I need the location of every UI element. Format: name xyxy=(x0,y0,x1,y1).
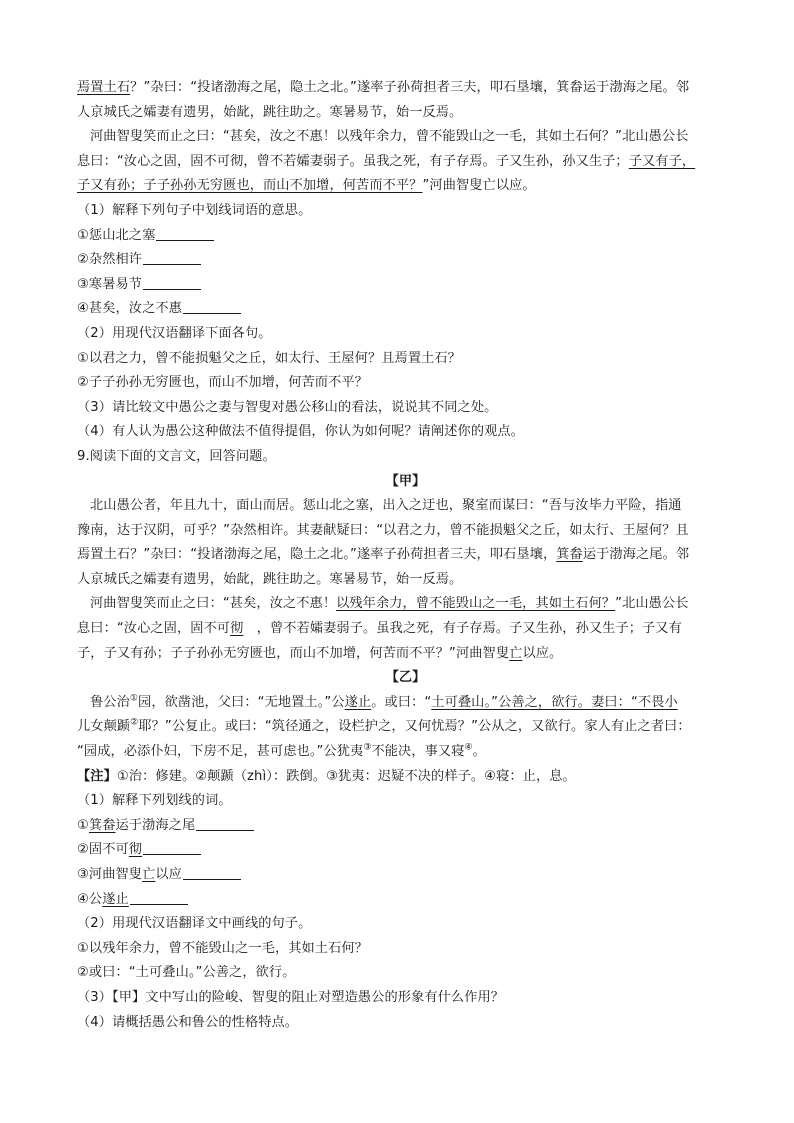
answer-blank[interactable] xyxy=(183,865,241,880)
translate-item: ①以君之力，曾不能损魁父之丘，如太行、王屋何？且焉置土石？ xyxy=(77,350,461,366)
underlined-word: 彻 xyxy=(128,842,143,858)
passage-line xyxy=(77,740,734,765)
question-1: （1）解释下列句子中划线词语的意思。 xyxy=(77,202,312,218)
item-text: ④公 xyxy=(77,891,103,907)
underlined-word: 亡 xyxy=(509,645,523,661)
item-text: ②杂然相许 xyxy=(77,252,143,268)
item-text: ④甚矣，汝之不惠 xyxy=(77,301,182,317)
answer-blank[interactable] xyxy=(196,816,254,831)
note-label: 【注】 xyxy=(77,768,117,784)
underlined-phrase: ”公善之，欲行。妻曰：“不畏小 xyxy=(491,694,678,710)
text: 运于渤海之尾。邻 xyxy=(582,547,690,563)
underlined-word: 亡 xyxy=(142,867,156,882)
question-2: （2）用现代汉语翻译文中画线的句子。 xyxy=(77,916,312,932)
text: 鲁公治 xyxy=(90,694,130,710)
underlined-word: 遂止 xyxy=(102,891,129,907)
note-text: ①治：修建。②颠踬（zhì）：跌倒。③犹夷：迟疑不决的样子。④寝：止，息。 xyxy=(116,768,576,784)
text: ”北山愚公长 xyxy=(615,596,689,612)
passage-line: 北山愚公者，年且九十，面山而居。惩山北之塞，出入之迂也，聚室而谋曰：“吾与汝毕力平险，指通 xyxy=(90,498,682,514)
passage-line: 人京城氏之孀妻有遗男，始龀，跳往助之。寒暑易节，始一反焉。 xyxy=(77,571,463,587)
answer-item xyxy=(77,297,734,322)
passage-line: 河曲智叟笑而止之曰：“甚矣，汝之不惠！以残年余力，曾不能毁山之一毛，其如土石何？”北山愚公长 xyxy=(90,129,689,145)
text: 息曰：“汝心之固，固不可 xyxy=(77,621,231,637)
text: 。或曰：“ xyxy=(371,694,432,710)
passage-line xyxy=(77,642,734,667)
item-text: 运于渤海之尾 xyxy=(115,817,196,833)
item-text: ③寒暑易节 xyxy=(77,276,143,292)
underlined-phrase: 土可叠山。 xyxy=(431,694,492,710)
text: 耶？”公复止。或曰：“筑径通之，设栏护之，又何忧焉？”公从之，又欲行。家人有止之者曰： xyxy=(138,719,691,735)
text: 焉置土石？”杂曰：“投诸渤海之尾，隐土之北。”遂率子孙荷担者三夫，叩石垦壤， xyxy=(77,547,557,563)
footnote-mark: ② xyxy=(130,718,139,729)
item-text: 以应 xyxy=(155,867,182,882)
question-1: （1）解释下列划线的词。 xyxy=(77,793,232,809)
text: ”河曲智叟亡以应。 xyxy=(422,178,536,194)
underlined-phrase: 焉置土石 xyxy=(77,80,131,95)
answer-blank[interactable] xyxy=(143,250,201,265)
text: 。 xyxy=(472,744,486,760)
answer-blank[interactable] xyxy=(183,299,241,314)
answer-item xyxy=(77,838,734,863)
section-heading: 9.阅读下面的文言文，回答问题。 xyxy=(77,448,276,464)
passage-line xyxy=(77,76,734,101)
translate-item: ②或曰：“土可叠山。”公善之，欲行。 xyxy=(77,965,296,981)
text: ，曾不若孀妻弱子。虽我之死，有子存焉。子又生孙，孙又生子；子又有 xyxy=(243,621,682,637)
underlined-word: 遂止 xyxy=(344,694,372,710)
text: 子，子又有孙；子子孙孙无穷匮也，而山不加增，何苦而不平？”河曲智叟 xyxy=(77,645,510,661)
item-text: ②固不可 xyxy=(77,842,129,858)
annotation-note xyxy=(77,765,734,790)
question-4: （4）请概括愚公和鲁公的性格特点。 xyxy=(77,1014,299,1030)
text: 以应。 xyxy=(522,645,563,661)
passage-line xyxy=(77,715,734,740)
answer-blank[interactable] xyxy=(143,275,201,290)
item-text: ①惩山北之塞 xyxy=(77,227,156,243)
item-text: ① xyxy=(77,817,89,833)
passage-line xyxy=(77,617,734,642)
answer-item xyxy=(77,888,734,913)
underlined-phrase: 子又有孙；子子孙孙无穷匮也，而山不加增，何苦而不平？ xyxy=(77,178,423,194)
passage-line: 豫南，达于汉阴，可乎？”杂然相许。其妻献疑曰：“以君之力，曾不能损魁父之丘，如太行、王屋何？且 xyxy=(77,522,689,538)
answer-blank[interactable] xyxy=(143,840,201,855)
answer-item xyxy=(77,248,734,273)
answer-blank[interactable] xyxy=(130,890,188,905)
text: 河曲智叟笑而止之曰：“甚矣，汝之不惠！ xyxy=(90,596,337,612)
passage-line xyxy=(77,150,734,175)
footnote-mark: ④ xyxy=(464,742,473,753)
translate-item: ②子子孙孙无穷匮也，而山不加增，何苦而不平？ xyxy=(77,375,368,391)
answer-blank[interactable] xyxy=(156,226,214,241)
underlined-word: 箕畚 xyxy=(88,817,116,833)
question-2: （2）用现代汉语翻译下面各句。 xyxy=(77,325,272,341)
text: 儿女颠踬 xyxy=(77,719,131,735)
passage-line: 人京城氏之孀妻有遗男，始龀，跳往助之。寒暑易节，始一反焉。 xyxy=(77,104,463,120)
question-3: （3）【甲】文中写山的险峻、智叟的阻止对塑造愚公的形象有什么作用？ xyxy=(77,989,505,1005)
answer-item xyxy=(77,273,734,298)
text: 不能决，事又寝 xyxy=(371,744,465,760)
answer-item xyxy=(77,814,734,839)
passage-jia-title: 【甲】 xyxy=(385,473,426,489)
passage-line xyxy=(77,543,734,568)
passage-line xyxy=(77,592,734,617)
underlined-phrase: 以残年余力，曾不能毁山之一毛，其如土石何？ xyxy=(336,596,616,612)
footnote-mark: ① xyxy=(129,693,139,704)
underlined-word: 箕畚 xyxy=(556,547,583,563)
passage-yi-title: 【乙】 xyxy=(385,670,426,686)
passage-line xyxy=(77,691,734,716)
text: “园成，必添仆妇，下房不足，甚可虑也。”公犹夷 xyxy=(77,744,364,760)
answer-item xyxy=(77,863,734,888)
text: ？”杂曰：“投诸渤海之尾，隐土之北。”遂率子孙荷担者三夫，叩石垦壤，箕畚运于渤海之尾。邻 xyxy=(130,80,690,95)
question-4: （4）有人认为愚公这种做法不值得提倡，你认为如何呢？请阐述你的观点。 xyxy=(77,424,524,440)
answer-item xyxy=(77,224,734,249)
translate-item: ①以残年余力，曾不能毁山之一毛，其如土石何？ xyxy=(77,940,368,956)
underlined-word: 彻 xyxy=(230,621,244,637)
text: 园，欲凿池，父曰：“无地置土。”公 xyxy=(138,694,345,710)
item-text: ③河曲智叟 xyxy=(77,867,143,882)
passage-line xyxy=(77,174,734,199)
footnote-mark: ③ xyxy=(363,742,372,753)
text: 息曰：“汝心之固，固不可彻，曾不若孀妻弱子。虽我之死，有子存焉。子又生孙，孙又生子； xyxy=(77,153,629,169)
question-3: （3）请比较文中愚公之妻与智叟对愚公移山的看法，说说其不同之处。 xyxy=(77,399,498,415)
underlined-phrase: 子又有子， xyxy=(628,153,696,169)
